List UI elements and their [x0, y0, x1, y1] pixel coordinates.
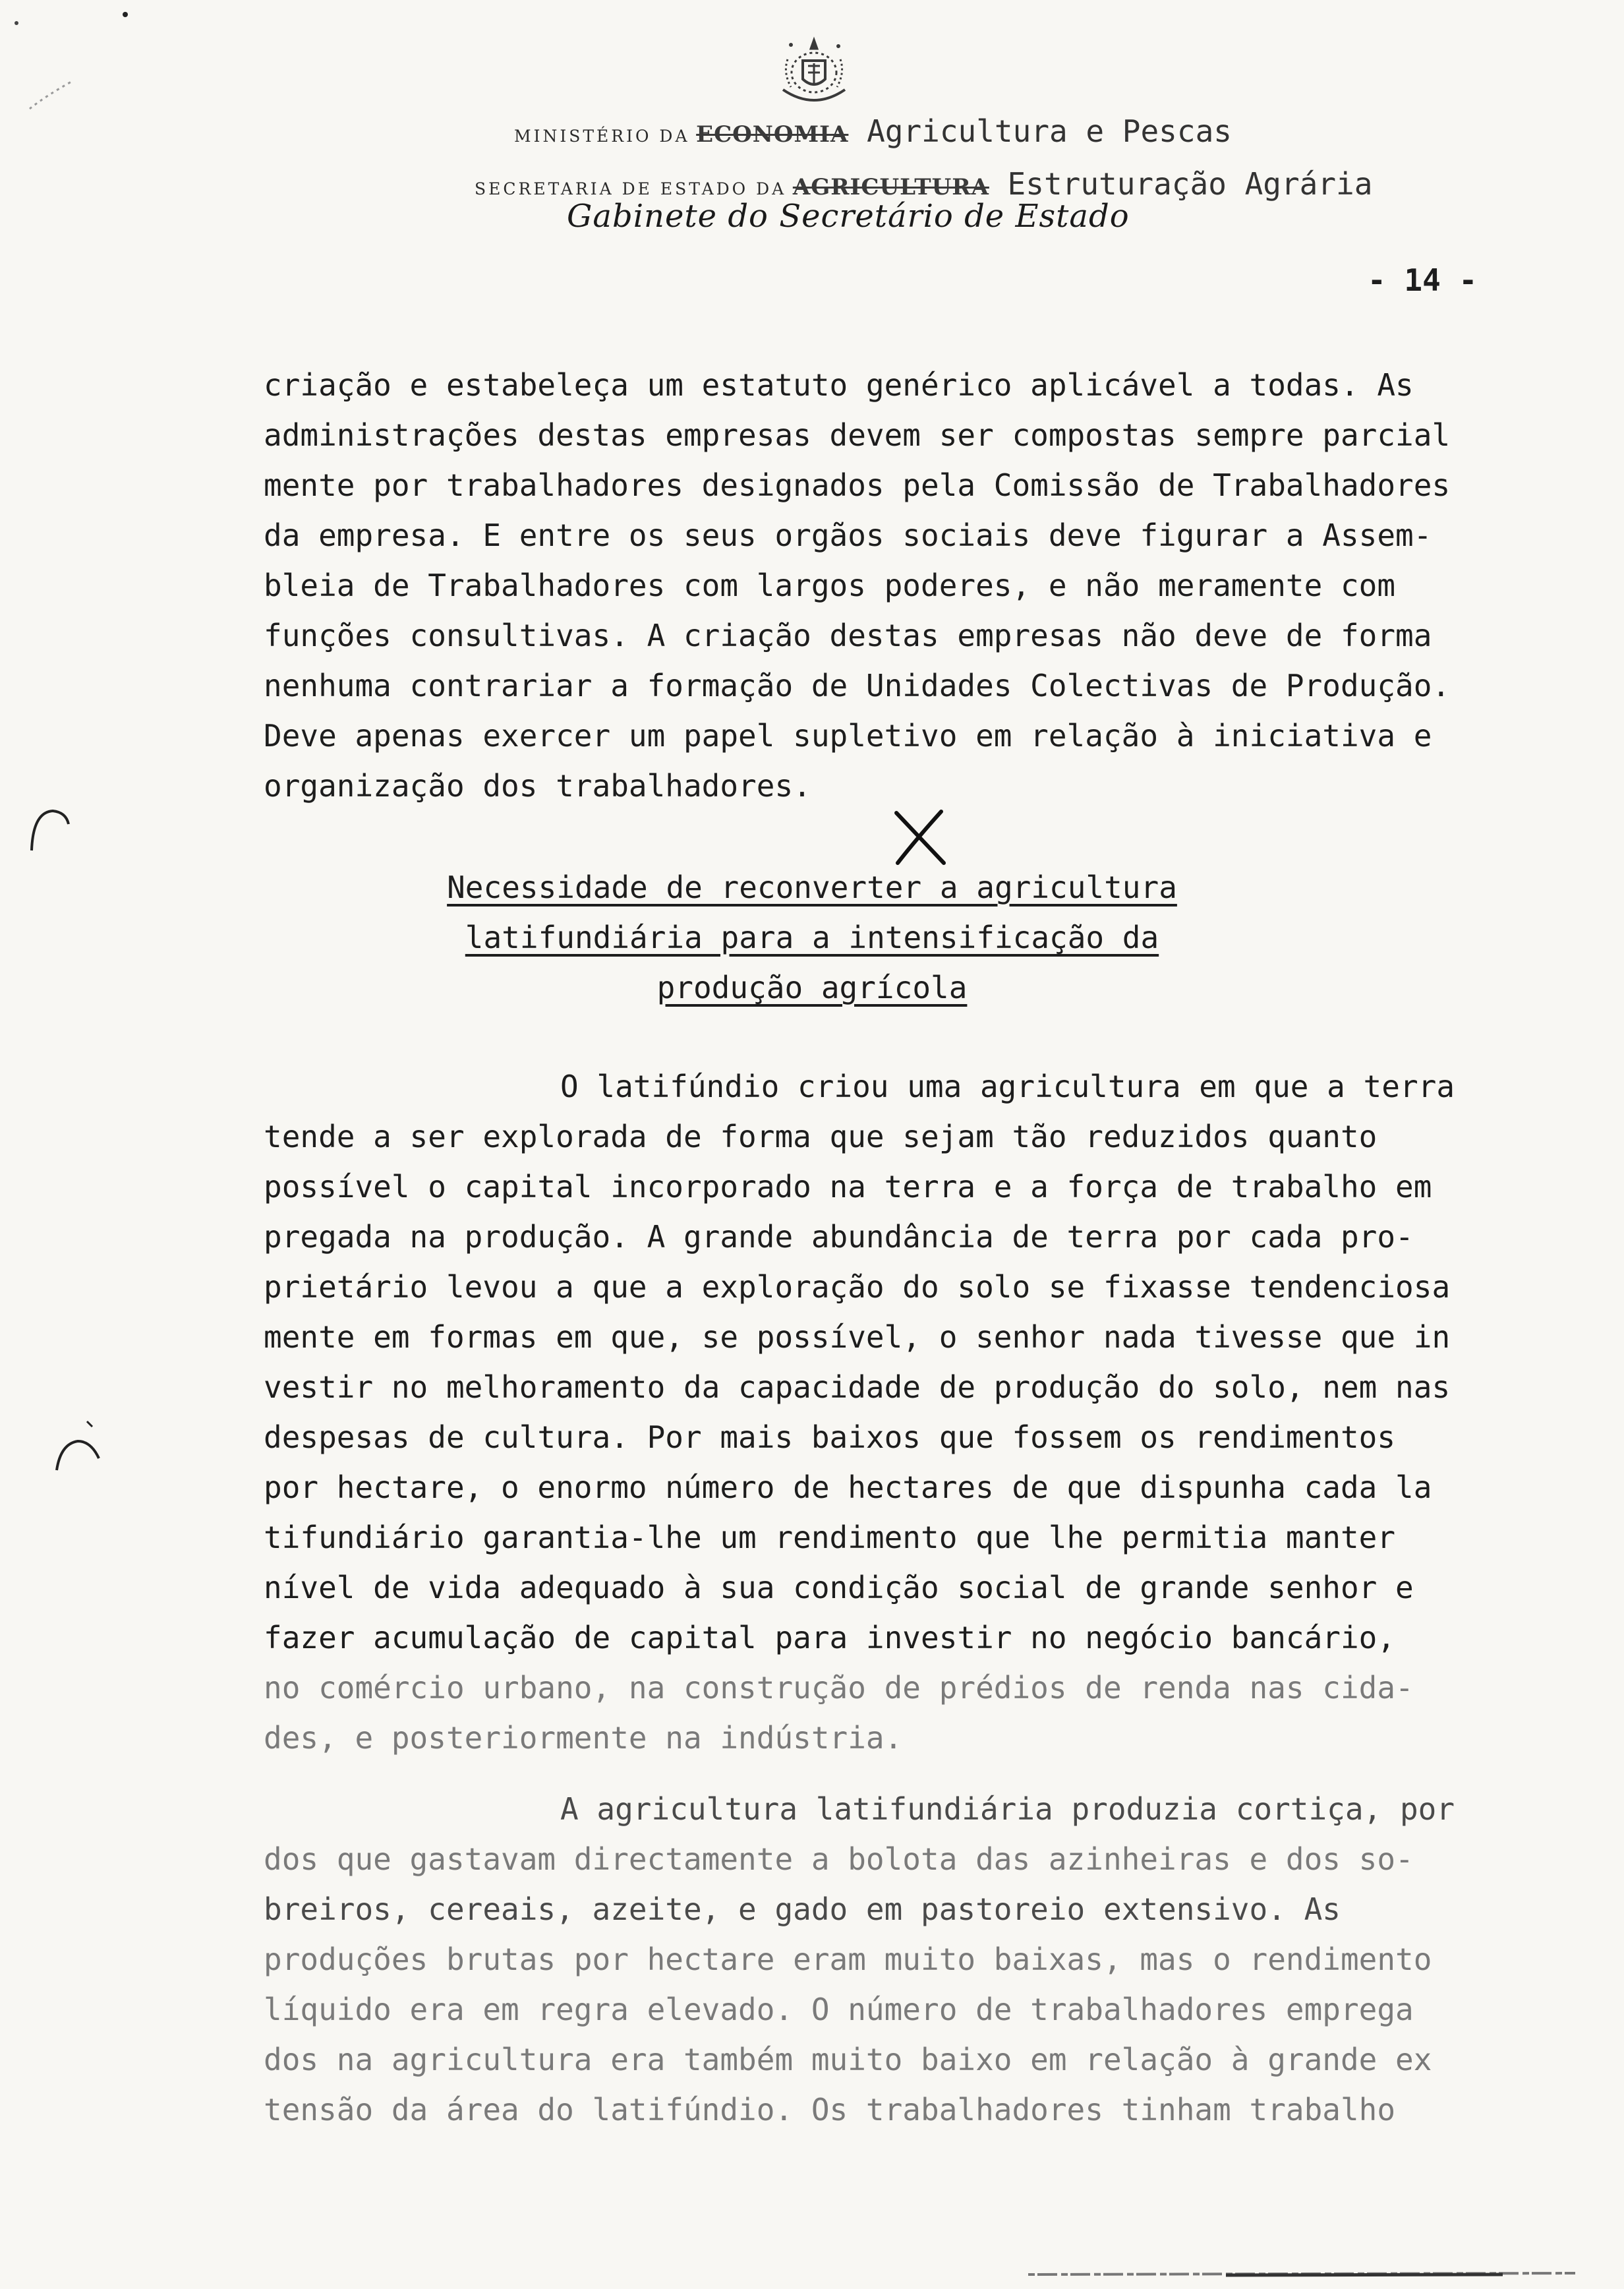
text-line: despesas de cultura. Por mais baixos que fossem os rendimentos: [264, 1419, 1396, 1455]
text-line: vestir no melhoramento da capacidade de produção do solo, nem nas: [264, 1369, 1451, 1405]
speck-icon: [26, 76, 79, 115]
text-line: dos que gastavam directamente a bolota das azinheiras e dos so-: [264, 1841, 1414, 1877]
letterhead-ministry-typed: Agricultura e Pescas: [848, 113, 1232, 149]
paragraph-2: [264, 1061, 1569, 1763]
heading-line-text: produção agrícola: [656, 970, 968, 1005]
heading-line: [0, 963, 1624, 1013]
letterhead-secretariat-struck: AGRICULTURA: [792, 174, 989, 200]
speck-icon: [122, 10, 129, 19]
letterhead-secretariat: [475, 166, 1372, 202]
text-line: prietário levou a que a exploração do solo se fixasse tendenciosa: [264, 1269, 1451, 1305]
punch-hole-mark-icon: [53, 1417, 105, 1490]
heading-line: [0, 912, 1624, 963]
paragraph-1: [264, 360, 1569, 811]
text-line: pregada na produção. A grande abundância de terra por cada pro-: [264, 1219, 1414, 1255]
text-line: no comércio urbano, na construção de prédios de renda nas cida-: [264, 1670, 1414, 1706]
text-line: breiros, cereais, azeite, e gado em pastoreio extensivo. As: [264, 1891, 1341, 1927]
text-line: mente por trabalhadores designados pela Comissão de Trabalhadores: [264, 467, 1451, 503]
text-line: dos na agricultura era também muito baixo em relação à grande ex: [264, 2042, 1432, 2077]
text-line: fazer acumulação de capital para investir no negócio bancário,: [264, 1620, 1396, 1655]
punch-hole-mark-icon: [26, 804, 72, 857]
letterhead-ministry: [514, 113, 1232, 149]
text-line: tensão da área do latifúndio. Os trabalhadores tinham trabalho: [264, 2092, 1396, 2127]
handwritten-x-mark-icon: [890, 808, 949, 867]
letterhead-ministry-prefix: MINISTÉRIO DA: [514, 127, 690, 146]
heading-line-text: Necessidade de reconverter a agricultura: [447, 870, 1177, 905]
text-line: mente em formas em que, se possível, o senhor nada tivesse que in: [264, 1319, 1451, 1355]
text-line: por hectare, o enormo número de hectares de que dispunha cada la: [264, 1470, 1432, 1505]
heading-line-text: latifundiária para a intensificação da: [465, 920, 1159, 955]
scan-edge-smudge-icon: [1028, 2269, 1575, 2278]
letterhead-ministry-struck: ECONOMIA: [696, 121, 849, 148]
text-line: possível o capital incorporado na terra e a força de trabalho em: [264, 1169, 1432, 1204]
text-line: Deve apenas exercer um papel supletivo em relação à iniciativa e: [264, 718, 1432, 754]
text-line: nível de vida adequado à sua condição social de grande senhor e: [264, 1570, 1414, 1605]
text-line: funções consultivas. A criação destas empresas não deve de forma: [264, 618, 1432, 653]
text-line: bleia de Trabalhadores com largos poderes, e não meramente com: [264, 568, 1396, 603]
text-line: tifundiário garantia-lhe um rendimento que lhe permitia manter: [264, 1520, 1396, 1555]
text-line: O latifúndio criou uma agricultura em que a terra: [560, 1069, 1455, 1104]
text-line: produções brutas por hectare eram muito baixas, mas o rendimento: [264, 1942, 1432, 1977]
text-line: criação e estabeleça um estatuto genérico aplicável a todas. As: [264, 367, 1414, 403]
section-heading: [0, 862, 1624, 1013]
heading-line: [0, 862, 1624, 912]
paragraph-3: [264, 1784, 1569, 2135]
text-line: líquido era em regra elevado. O número de trabalhadores emprega: [264, 1992, 1414, 2027]
text-line: da empresa. E entre os seus orgãos sociais deve figurar a Assem-: [264, 518, 1432, 553]
text-line: nenhuma contrariar a formação de Unidades Colectivas de Produção.: [264, 668, 1451, 703]
coat-of-arms-icon: [765, 26, 863, 119]
text-line: administrações destas empresas devem ser compostas sempre parcial: [264, 417, 1451, 453]
page-number: - 14 -: [1368, 262, 1478, 298]
speck-icon: [13, 20, 20, 26]
text-line: A agricultura latifundiária produzia cortiça, por: [560, 1791, 1455, 1827]
text-line: tende a ser explorada de forma que sejam tão reduzidos quanto: [264, 1119, 1378, 1154]
text-line: des, e posteriormente na indústria.: [264, 1720, 903, 1756]
letterhead-cabinet: Gabinete do Secretário de Estado: [567, 198, 1130, 235]
text-line: organização dos trabalhadores.: [264, 768, 811, 804]
letterhead-secretariat-prefix: SECRETARIA DE ESTADO DA: [475, 179, 787, 198]
letterhead-secretariat-typed: Estruturação Agrária: [989, 166, 1373, 202]
